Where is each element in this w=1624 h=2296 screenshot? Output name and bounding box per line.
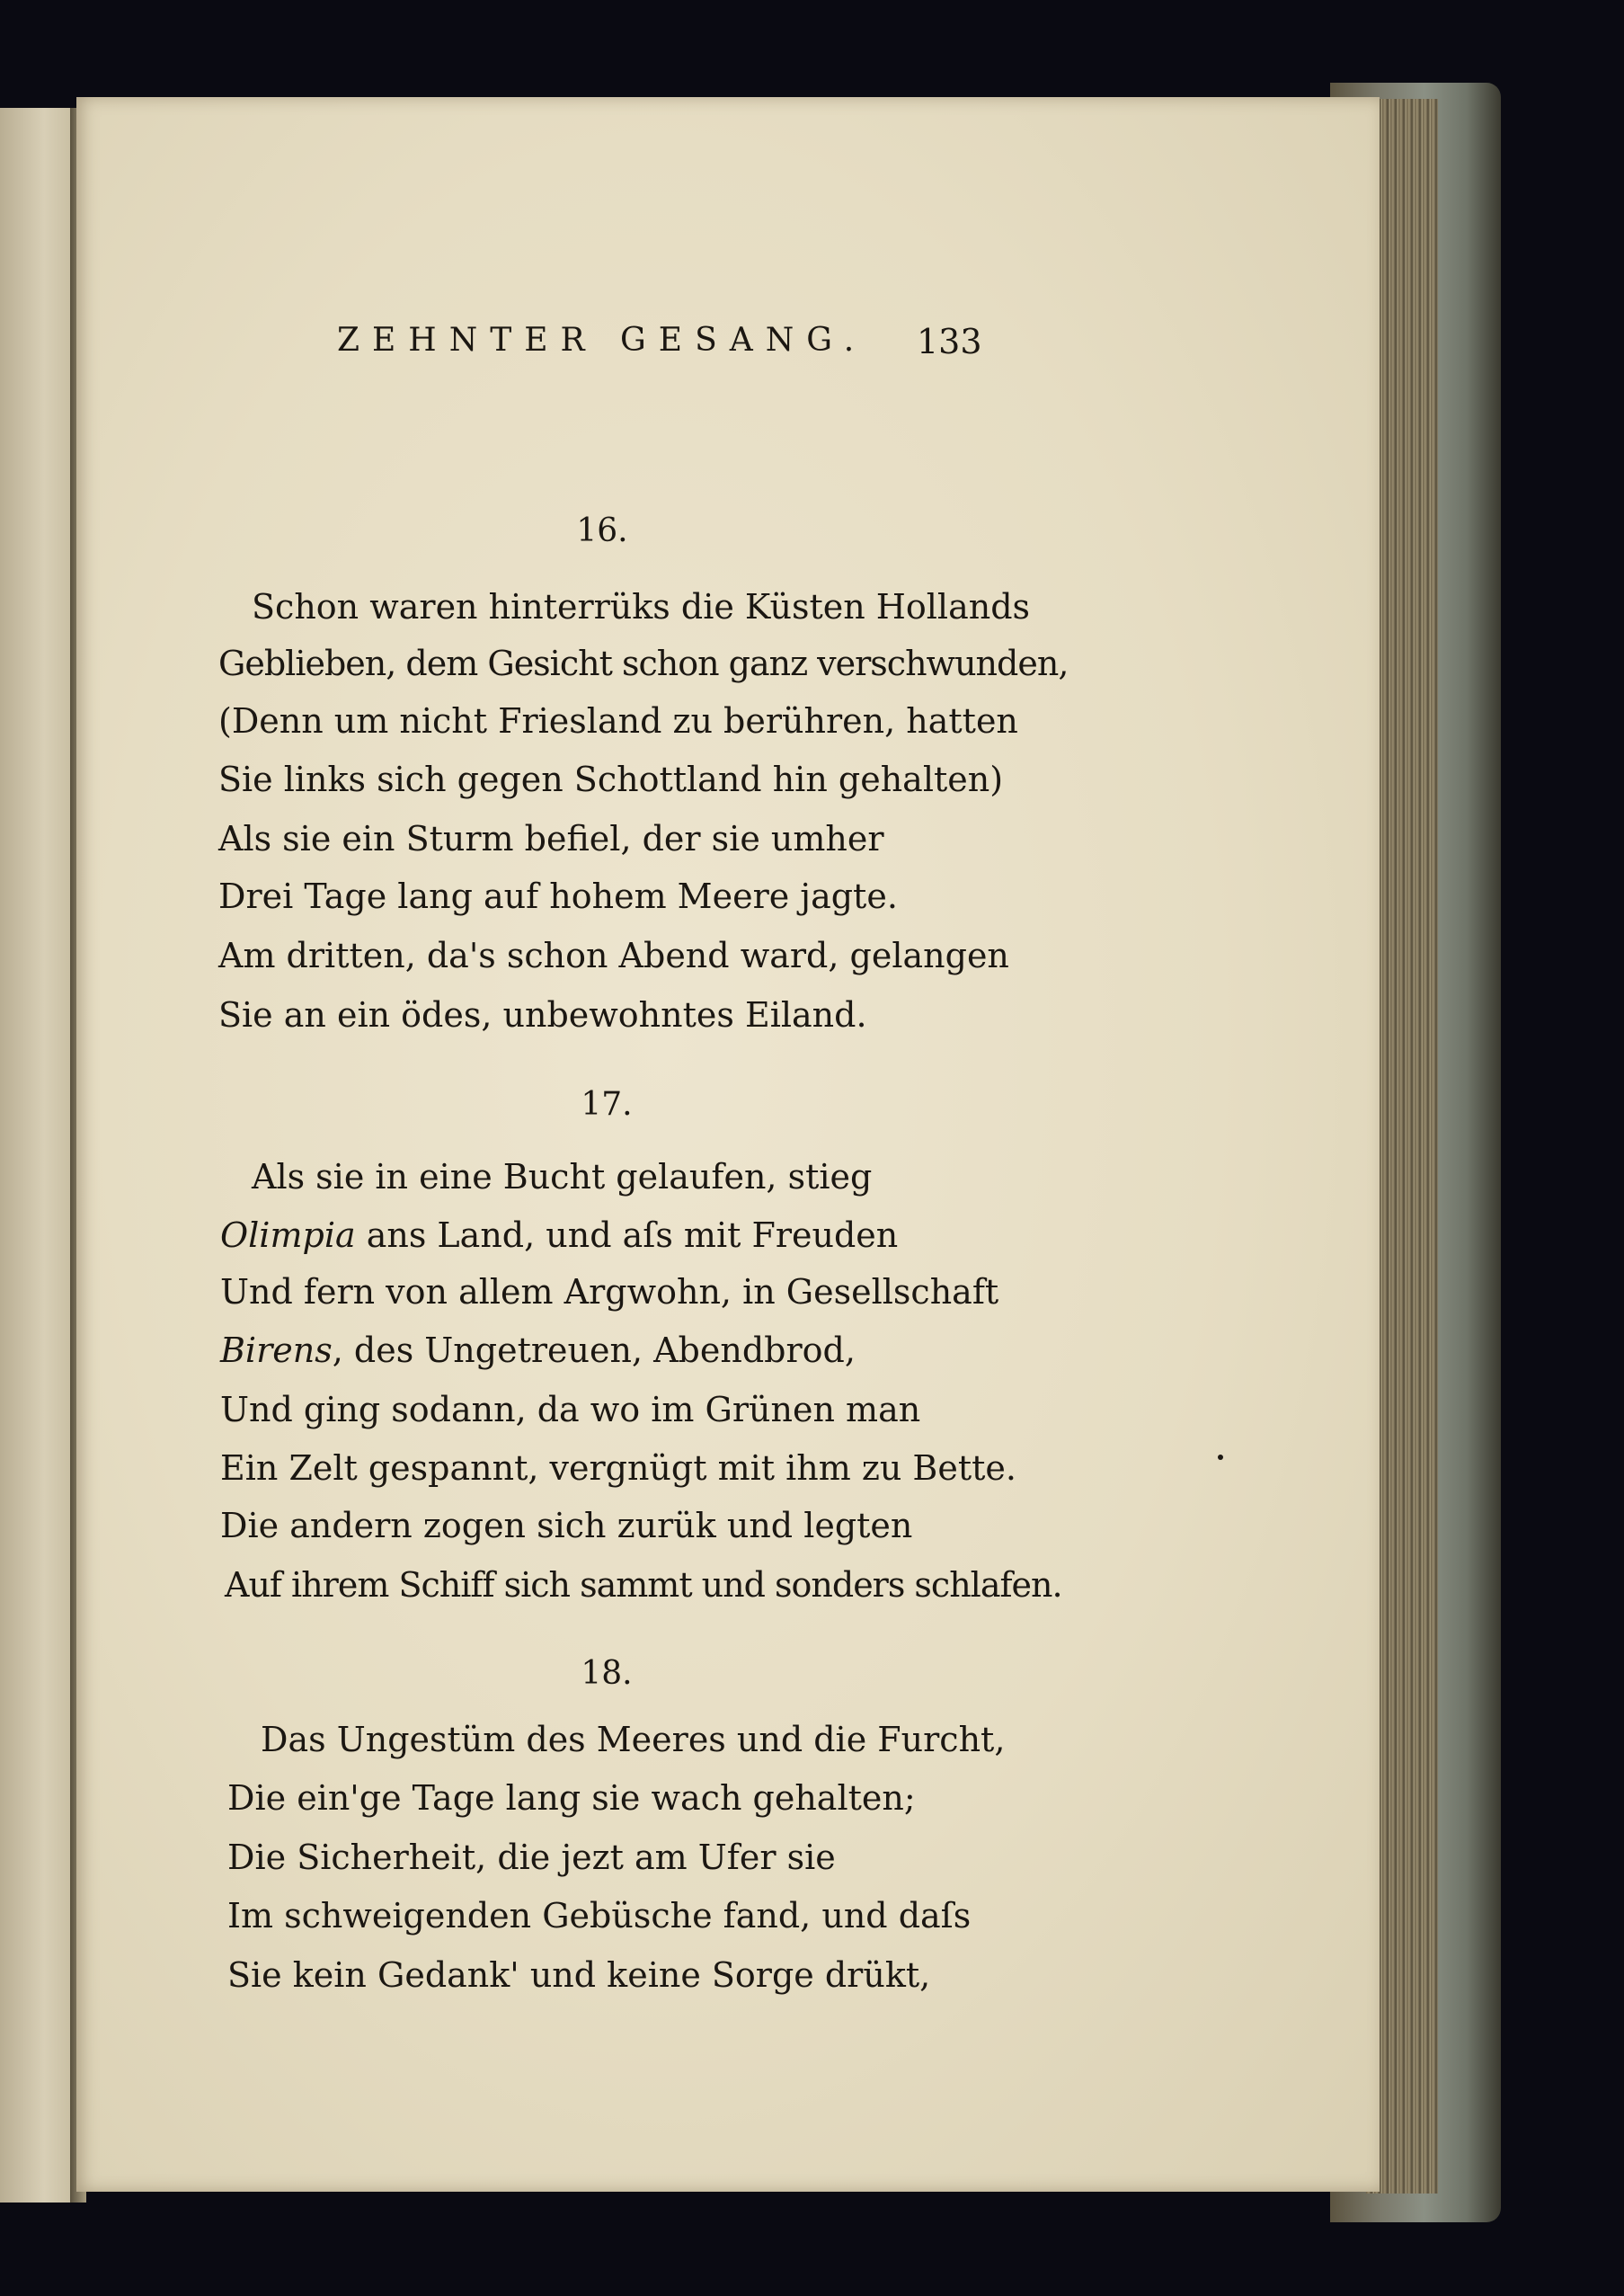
verse-line-olimpia: Olimpia ans Land, und aſs mit Freuden	[220, 1215, 899, 1255]
verse-line: Das Ungestüm des Meeres und die Furcht,	[261, 1720, 1006, 1759]
verse-line: Geblieben, dem Gesicht schon ganz verschwunden,	[218, 644, 1069, 683]
verse-line: Sie kein Gedank' und keine Sorge drükt,	[227, 1955, 931, 1995]
verse-line: Sie an ein ödes, unbewohntes Eiland.	[218, 995, 867, 1035]
stanza-number-17: 17.	[581, 1086, 633, 1123]
verse-line: Als sie ein Sturm befiel, der sie umher	[218, 819, 884, 859]
verse-line: Und fern von allem Argwohn, in Gesellschaft	[220, 1272, 999, 1312]
verse-line-birens: Birens, des Ungetreuen, Abendbrod,	[220, 1330, 856, 1370]
verse-line: Auf ihrem Schiff sich sammt und sonders schlafen.	[225, 1565, 1062, 1605]
verse-line: Am dritten, da's schon Abend ward, gelangen	[218, 936, 1009, 975]
verse-line: Drei Tage lang auf hohem Meere jagte.	[218, 877, 898, 916]
book-page	[76, 97, 1380, 2192]
ink-speck	[1218, 1455, 1223, 1460]
verse-line: Die ein'ge Tage lang sie wach gehalten;	[227, 1778, 916, 1818]
verse-line: Und ging sodann, da wo im Grünen man	[220, 1390, 921, 1429]
verse-line: Sie links sich gegen Schottland hin gehalten)	[218, 760, 1004, 799]
left-page-edge	[0, 108, 76, 2203]
verse-line: Die Sicherheit, die jezt am Ufer sie	[227, 1838, 836, 1877]
stanza-number-16: 16.	[576, 512, 628, 549]
verse-line: Als sie in eine Bucht gelaufen, stieg	[252, 1157, 873, 1197]
verse-line: Schon waren hinterrüks die Küsten Hollands	[252, 587, 1031, 627]
page-text	[76, 97, 1380, 2192]
verse-line: Im schweigenden Gebüsche fand, und daſs	[227, 1896, 972, 1936]
running-head: ZEHNTER GESANG.	[337, 322, 867, 359]
verse-line: Die andern zogen sich zurük und legten	[220, 1506, 913, 1545]
verse-line: (Denn um nicht Friesland zu berühren, hatten	[218, 701, 1018, 741]
stanza-number-18: 18.	[581, 1655, 633, 1692]
page-number: 133	[917, 322, 982, 361]
verse-line: Ein Zelt gespannt, vergnügt mit ihm zu Bette.	[220, 1448, 1016, 1488]
